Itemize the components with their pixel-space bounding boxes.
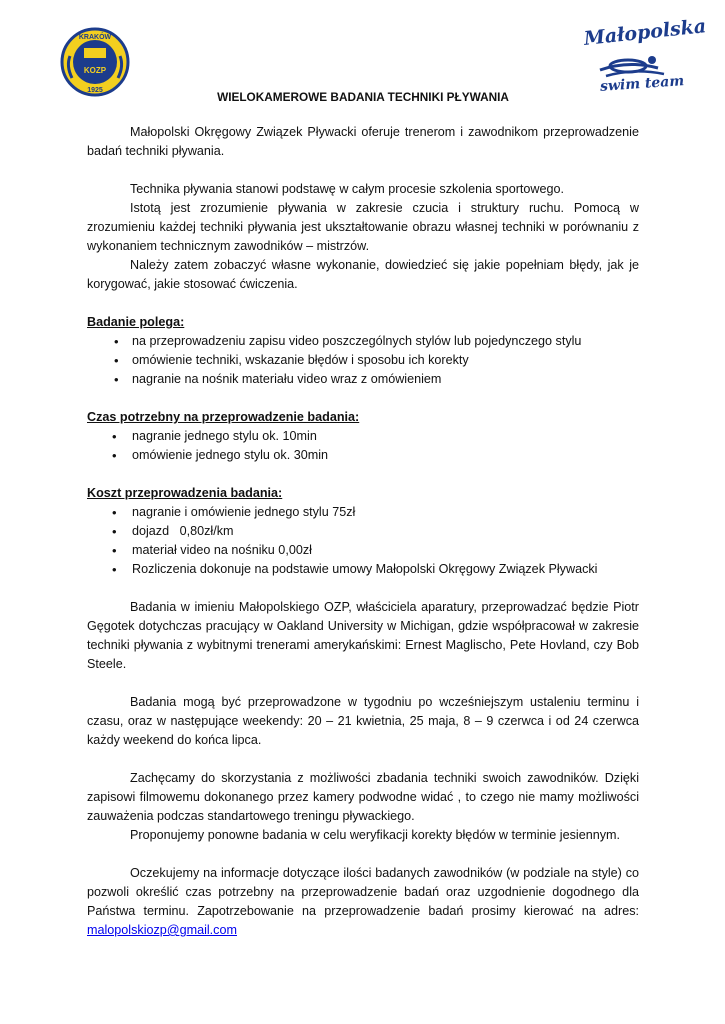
section-heading: Koszt przeprowadzenia badania: [87,486,283,500]
bullet-list [87,503,639,579]
list-item: • omówienie jednego stylu ok. 30min [87,446,639,465]
list-item: • nagranie na nośnik materiału video wraz z omówieniem [87,370,639,389]
contact-text: Oczekujemy na informacje dotyczące ilości badanych zawodników (w podziale na style) co pozwoli określić czas potrzebny na przeprowadzenie badań oraz uzgodnienie dogodnego dla Państwa terminu. Zapotrzebowanie na przeprowadzenie badań prosimy kierować na adres: [87,866,639,918]
list-item: • nagranie i omówienie jednego stylu 75zł [87,503,639,522]
intro-paragraph: Technika pływania stanowi podstawę w całym procesie szkolenia sportowego. [130,182,565,196]
swim-team-brand-name: Małopolska [582,15,708,50]
section-heading: Badanie polega: [87,315,185,329]
body-paragraph: Zachęcamy do skorzystania z możliwości zbadania techniki swoich zawodników. Dzięki zapisowi filmowemu dokonanego przez kamery podwodne widać , to czego nie mamy możliwości zauważenia podczas standartowego treningu pływackiego. [87,771,639,823]
kozp-logo-city: KRAKÓW [78,34,112,41]
list-item: • omówienie techniki, wskazanie błędów i sposobu ich korekty [87,351,639,370]
body-paragraph: Badania mogą być przeprowadzone w tygodniu po wcześniejszym ustaleniu terminu i czasu, oraz w następujące weekendy: 20 – 21 kwietnia, 25 maja, 8 – 9 czerwca i od 24 czerwca każdy weekend do końca lipca. [87,695,639,747]
list-item: • nagranie jednego stylu ok. 10min [87,427,639,446]
page-title: WIELOKAMEROWE BADANIA TECHNIKI PŁYWANIA [217,90,509,104]
kozp-logo-year: 1925 [87,87,103,94]
intro-paragraph: Istotą jest zrozumienie pływania w zakresie czucia i struktury ruchu. Pomocą w zrozumieniu każdej techniki pływania jest ukształtowanie obrazu własnej techniki w porównaniu z wykonaniem technicznym zawodników – mistrzów. [87,201,639,253]
list-item: • na przeprowadzeniu zapisu video poszczególnych stylów lub pojedynczego stylu [87,332,639,351]
bullet-list [87,332,639,389]
section-heading: Czas potrzebny na przeprowadzenie badania: [87,410,360,424]
list-item: • Rozliczenia dokonuje na podstawie umowy Małopolski Okręgowy Związek Pływacki [87,560,639,579]
list-item: • dojazd 0,80zł/km [87,522,639,541]
intro-paragraph: Małopolski Okręgowy Związek Pływacki oferuje trenerom i zawodnikom przeprowadzenie badań techniki pływania. [87,125,639,158]
body-paragraph: Badania w imieniu Małopolskiego OZP, właściciela aparatury, przeprowadzać będzie Piotr Gęgotek dotychczas pracujący w Oakland University w Michigan, gdzie współpracował w zakresie techniki pływania z wybitnymi trenerami amerykańskimi: Ernest Maglischo, Pete Hovland, czy Bob Steele. [87,600,639,671]
email-link[interactable]: malopolskiozp@gmail.com [87,923,237,937]
kozp-logo-initials: KOZP [83,66,107,75]
bullet-list [87,427,639,465]
document-body [87,88,639,940]
body-paragraph [87,864,639,940]
intro-paragraph: Należy zatem zobaczyć własne wykonanie, dowiedzieć się jakie popełniam błędy, jak je korygować, jakie stosować ćwiczenia. [87,258,639,291]
swim-team-brand-tagline: swim team [599,73,685,95]
list-item: • materiał video na nośniku 0,00zł [87,541,639,560]
body-paragraph: Proponujemy ponowne badania w celu weryfikacji korekty błędów w terminie jesiennym. [130,828,620,842]
